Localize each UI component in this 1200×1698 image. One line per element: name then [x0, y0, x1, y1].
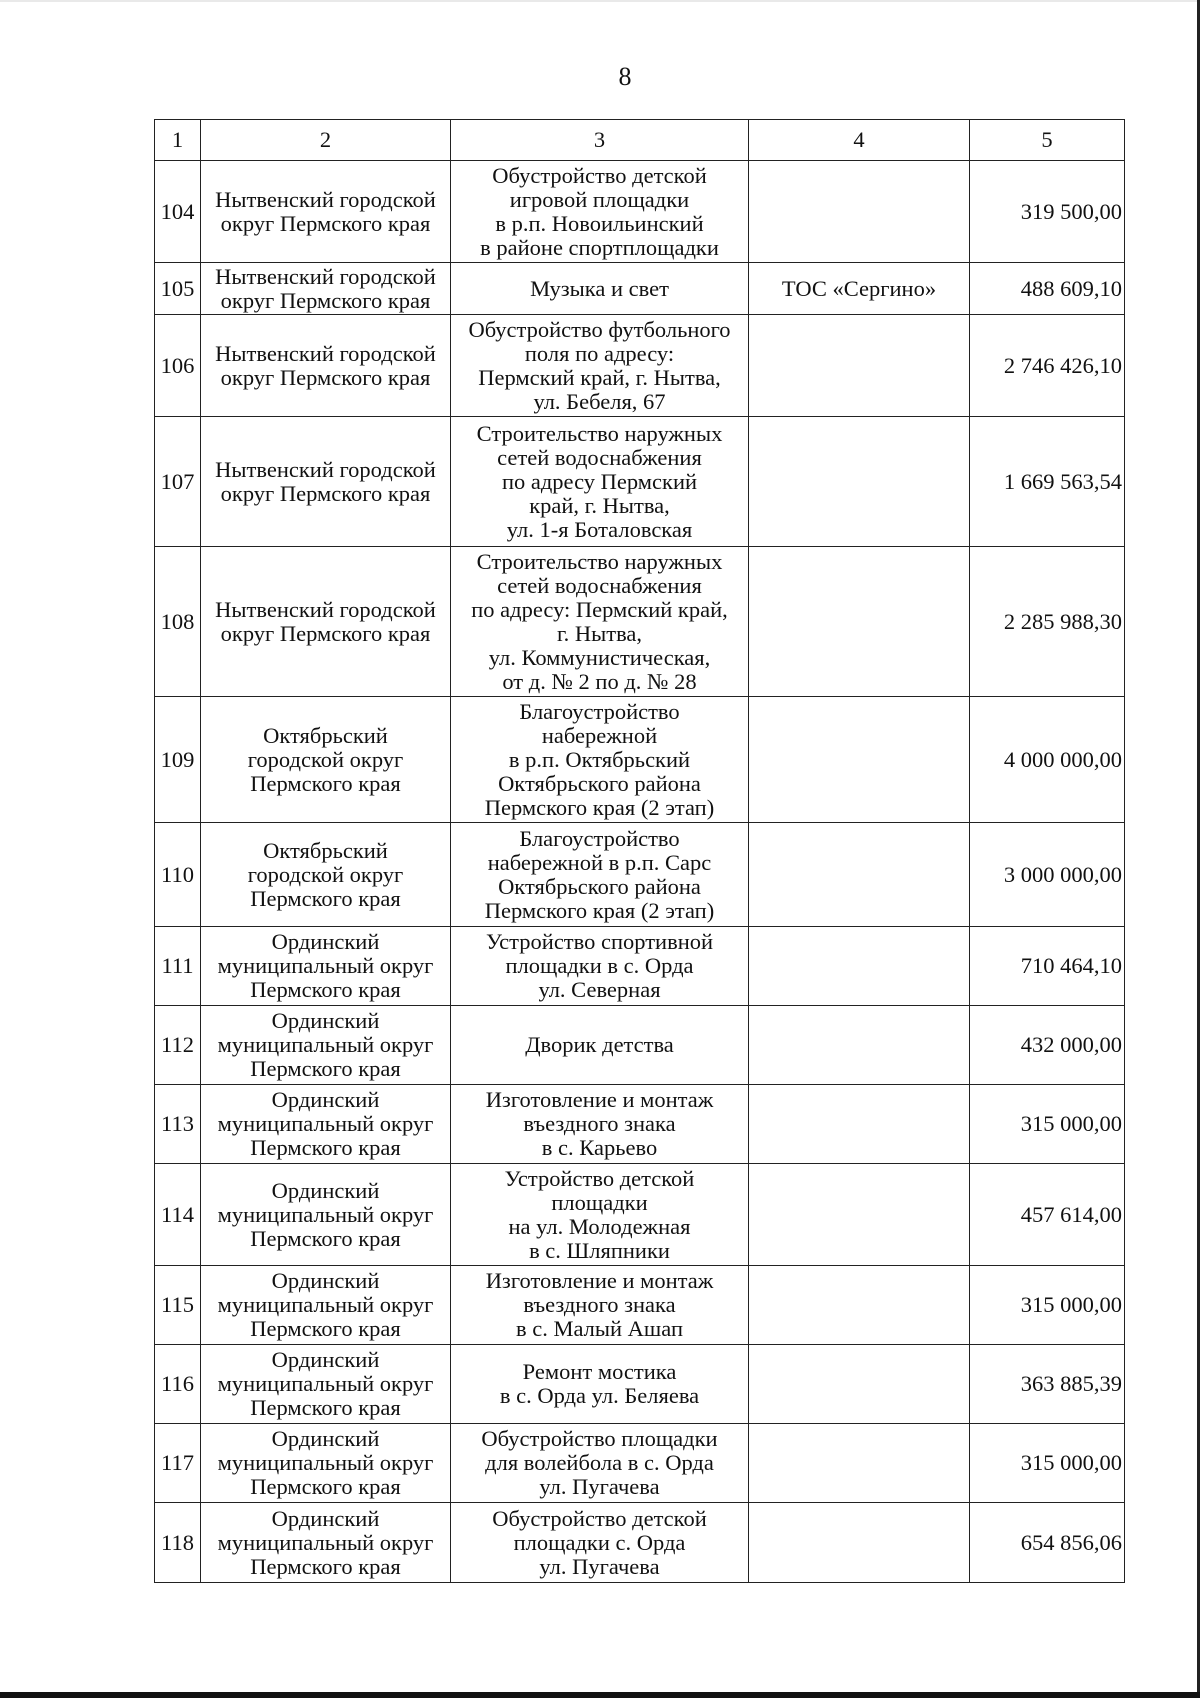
project-cell: Обустройство футбольного поля по адресу: Пермский край, г. Нытва, ул. Бебеля, 67 — [451, 315, 749, 417]
initiator-cell — [749, 1006, 970, 1085]
initiator-cell — [749, 547, 970, 697]
initiator-cell — [749, 417, 970, 547]
header-col-4: 4 — [749, 120, 970, 161]
municipality-cell: Нытвенский городской округ Пермского края — [201, 161, 451, 263]
project-cell: Устройство спортивной площадки в с. Орда ул. Северная — [451, 927, 749, 1006]
amount-cell: 654 856,06 — [970, 1503, 1125, 1583]
header-col-2: 2 — [201, 120, 451, 161]
row-number: 114 — [155, 1164, 201, 1266]
table-row — [155, 1266, 1125, 1345]
row-number: 104 — [155, 161, 201, 263]
municipality-cell: Ординский муниципальный округ Пермского края — [201, 1164, 451, 1266]
row-number: 109 — [155, 697, 201, 823]
table-row — [155, 1424, 1125, 1503]
table-body — [155, 120, 1125, 1583]
amount-cell: 488 609,10 — [970, 263, 1125, 315]
header-col-5: 5 — [970, 120, 1125, 161]
initiator-cell — [749, 697, 970, 823]
project-cell: Ремонт мостика в с. Орда ул. Беляева — [451, 1345, 749, 1424]
municipality-cell: Ординский муниципальный округ Пермского края — [201, 1266, 451, 1345]
amount-cell: 2 746 426,10 — [970, 315, 1125, 417]
header-col-3: 3 — [451, 120, 749, 161]
row-number: 112 — [155, 1006, 201, 1085]
project-cell: Обустройство детской игровой площадки в р.п. Новоильинский в районе спортплощадки — [451, 161, 749, 263]
amount-cell: 315 000,00 — [970, 1085, 1125, 1164]
municipality-cell: Ординский муниципальный округ Пермского края — [201, 1085, 451, 1164]
municipality-cell: Нытвенский городской округ Пермского края — [201, 417, 451, 547]
table-row — [155, 263, 1125, 315]
municipality-cell: Октябрьский городской округ Пермского края — [201, 823, 451, 927]
initiator-cell — [749, 1266, 970, 1345]
row-number: 116 — [155, 1345, 201, 1424]
initiator-cell — [749, 823, 970, 927]
municipality-cell: Ординский муниципальный округ Пермского края — [201, 1006, 451, 1085]
table-row — [155, 547, 1125, 697]
initiator-cell — [749, 1424, 970, 1503]
amount-cell: 315 000,00 — [970, 1424, 1125, 1503]
table-row — [155, 1006, 1125, 1085]
table-row — [155, 927, 1125, 1006]
table-row — [155, 697, 1125, 823]
initiator-cell — [749, 927, 970, 1006]
row-number: 107 — [155, 417, 201, 547]
amount-cell: 457 614,00 — [970, 1164, 1125, 1266]
table-row — [155, 161, 1125, 263]
row-number: 106 — [155, 315, 201, 417]
amount-cell: 710 464,10 — [970, 927, 1125, 1006]
initiator-cell — [749, 315, 970, 417]
initiator-cell — [749, 161, 970, 263]
row-number: 105 — [155, 263, 201, 315]
row-number: 111 — [155, 927, 201, 1006]
project-cell: Дворик детства — [451, 1006, 749, 1085]
table-row — [155, 315, 1125, 417]
municipality-cell: Нытвенский городской округ Пермского края — [201, 547, 451, 697]
initiator-cell: ТОС «Сергино» — [749, 263, 970, 315]
initiator-cell — [749, 1085, 970, 1164]
municipality-cell: Ординский муниципальный округ Пермского края — [201, 1503, 451, 1583]
row-number: 115 — [155, 1266, 201, 1345]
project-cell: Музыка и свет — [451, 263, 749, 315]
municipality-cell: Нытвенский городской округ Пермского края — [201, 315, 451, 417]
amount-cell: 4 000 000,00 — [970, 697, 1125, 823]
scan-bottom-edge — [0, 1692, 1200, 1698]
amount-cell: 3 000 000,00 — [970, 823, 1125, 927]
table-row — [155, 1164, 1125, 1266]
project-cell: Обустройство детской площадки с. Орда ул. Пугачева — [451, 1503, 749, 1583]
project-cell: Строительство наружных сетей водоснабжения по адресу: Пермский край, г. Нытва, ул. Коммунистическая, от д. № 2 по д. № 28 — [451, 547, 749, 697]
municipality-cell: Октябрьский городской округ Пермского края — [201, 697, 451, 823]
row-number: 108 — [155, 547, 201, 697]
row-number: 118 — [155, 1503, 201, 1583]
project-cell: Обустройство площадки для волейбола в с. Орда ул. Пугачева — [451, 1424, 749, 1503]
amount-cell: 315 000,00 — [970, 1266, 1125, 1345]
amount-cell: 432 000,00 — [970, 1006, 1125, 1085]
amount-cell: 363 885,39 — [970, 1345, 1125, 1424]
header-row — [155, 120, 1125, 161]
project-cell: Строительство наружных сетей водоснабжения по адресу Пермский край, г. Нытва, ул. 1-я Боталовская — [451, 417, 749, 547]
project-cell: Изготовление и монтаж въездного знака в с. Малый Ашап — [451, 1266, 749, 1345]
amount-cell: 1 669 563,54 — [970, 417, 1125, 547]
municipality-cell: Ординский муниципальный округ Пермского края — [201, 1424, 451, 1503]
initiator-cell — [749, 1503, 970, 1583]
municipality-cell: Ординский муниципальный округ Пермского края — [201, 1345, 451, 1424]
row-number: 113 — [155, 1085, 201, 1164]
page-number: 8 — [618, 62, 632, 91]
table-row — [155, 823, 1125, 927]
table-row — [155, 1085, 1125, 1164]
projects-table — [154, 119, 1125, 1583]
municipality-cell: Нытвенский городской округ Пермского края — [201, 263, 451, 315]
table-row — [155, 1503, 1125, 1583]
table-row — [155, 1345, 1125, 1424]
project-cell: Изготовление и монтаж въездного знака в с. Карьево — [451, 1085, 749, 1164]
municipality-cell: Ординский муниципальный округ Пермского края — [201, 927, 451, 1006]
project-cell: Благоустройство набережной в р.п. Октябрьский Октябрьского района Пермского края (2 этап) — [451, 697, 749, 823]
table-row — [155, 417, 1125, 547]
header-col-1: 1 — [155, 120, 201, 161]
project-cell: Устройство детской площадки на ул. Молодежная в с. Шляпники — [451, 1164, 749, 1266]
row-number: 117 — [155, 1424, 201, 1503]
initiator-cell — [749, 1164, 970, 1266]
amount-cell: 319 500,00 — [970, 161, 1125, 263]
amount-cell: 2 285 988,30 — [970, 547, 1125, 697]
project-cell: Благоустройство набережной в р.п. Сарс Октябрьского района Пермского края (2 этап) — [451, 823, 749, 927]
scan-top-edge — [0, 0, 1200, 2]
row-number: 110 — [155, 823, 201, 927]
initiator-cell — [749, 1345, 970, 1424]
